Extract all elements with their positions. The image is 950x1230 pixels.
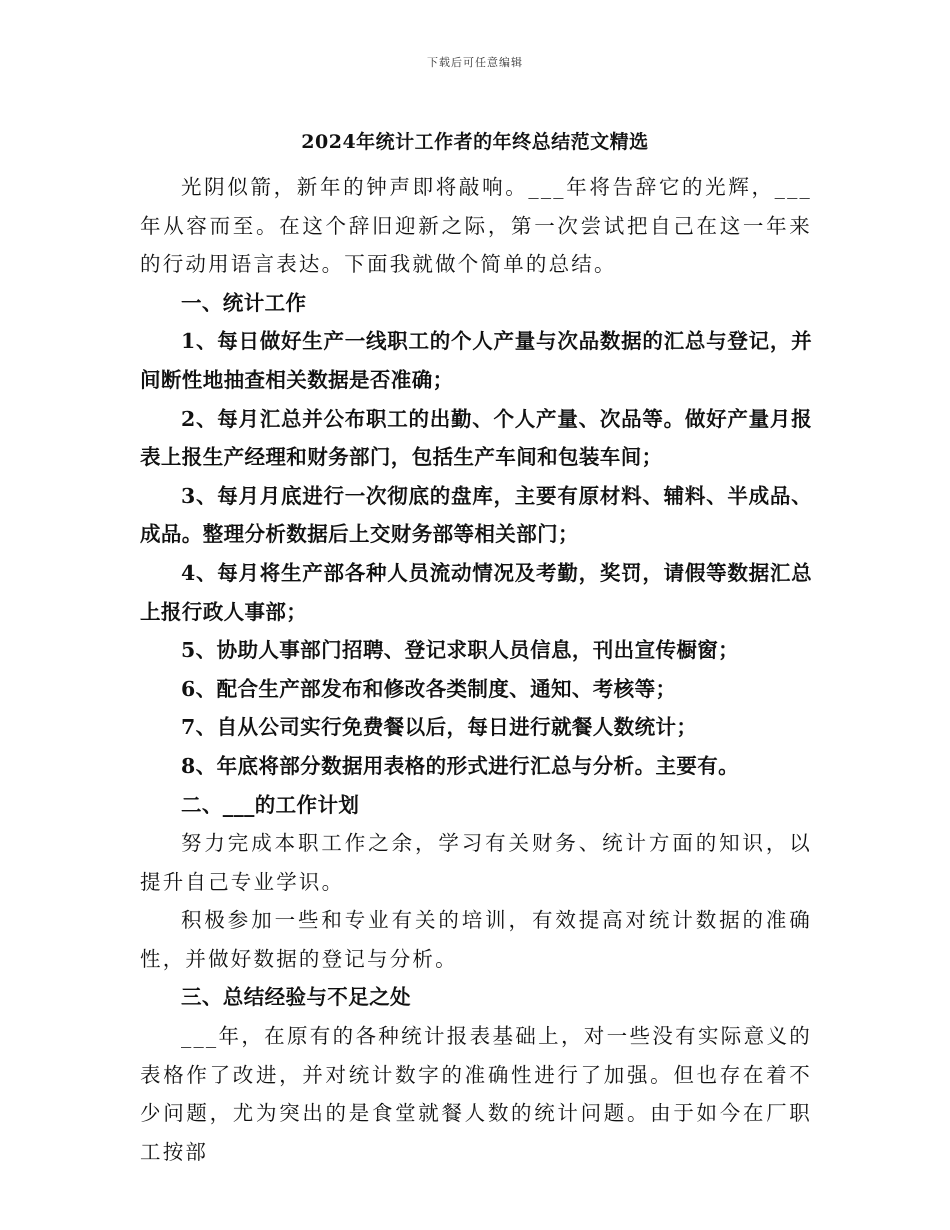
section-1-item-4: 4、每月将生产部各种人员流动情况及考勤，奖罚，请假等数据汇总上报行政人事部； [140, 560, 812, 624]
section-2-paragraph-2: 积极参加一些和专业有关的培训，有效提高对统计数据的准确性，并做好数据的登记与分析。 [140, 908, 812, 971]
section-1-heading: 一、统计工作 [181, 290, 307, 315]
section-2-heading: 二、___的工作计划 [181, 792, 360, 817]
section-1-item-1: 1、每日做好生产一线职工的个人产量与次品数据的汇总与登记，并间断性地抽查相关数据是否准确； [140, 329, 812, 392]
section-1-item-3: 3、每月月底进行一次彻底的盘库，主要有原材料、辅料、半成品、成品。整理分析数据后上交财务部等相关部门； [140, 483, 812, 547]
intro-paragraph: 光阴似箭，新年的钟声即将敲响。___年将告辞它的光辉，___年从容而至。在这个辞旧迎新之际，第一次尝试把自己在这一年来的行动用语言表达。下面我就做个简单的总结。 [140, 175, 812, 277]
section-1-item-2: 2、每月汇总并公布职工的出勤、个人产量、次品等。做好产量月报表上报生产经理和财务部门，包括生产车间和包装车间； [140, 406, 812, 470]
section-2-paragraph-1: 努力完成本职工作之余，学习有关财务、统计方面的知识，以提升自己专业学识。 [140, 831, 812, 894]
section-3-paragraph-1: ___年，在原有的各种统计报表基础上，对一些没有实际意义的表格作了改进，并对统计数字的准确性进行了加强。但也存在着不少问题，尤为突出的是食堂就餐人数的统计问题。由于如今在厂职工按部 [140, 1024, 812, 1164]
section-1-item-8: 8、年底将部分数据用表格的形式进行汇总与分析。主要有。 [181, 753, 740, 778]
section-3-heading: 三、总结经验与不足之处 [181, 985, 411, 1010]
section-1-item-5: 5、协助人事部门招聘、登记求职人员信息，刊出宣传橱窗； [181, 638, 740, 663]
document-body [140, 168, 812, 1171]
document-title: 2024年统计工作者的年终总结范文精选 [301, 131, 649, 153]
section-1-item-6: 6、配合生产部发布和修改各类制度、通知、考核等； [181, 676, 677, 701]
section-1-item-7: 7、自从公司实行免费餐以后，每日进行就餐人数统计； [181, 715, 698, 740]
header-note: 下载后可任意编辑 [427, 56, 523, 69]
